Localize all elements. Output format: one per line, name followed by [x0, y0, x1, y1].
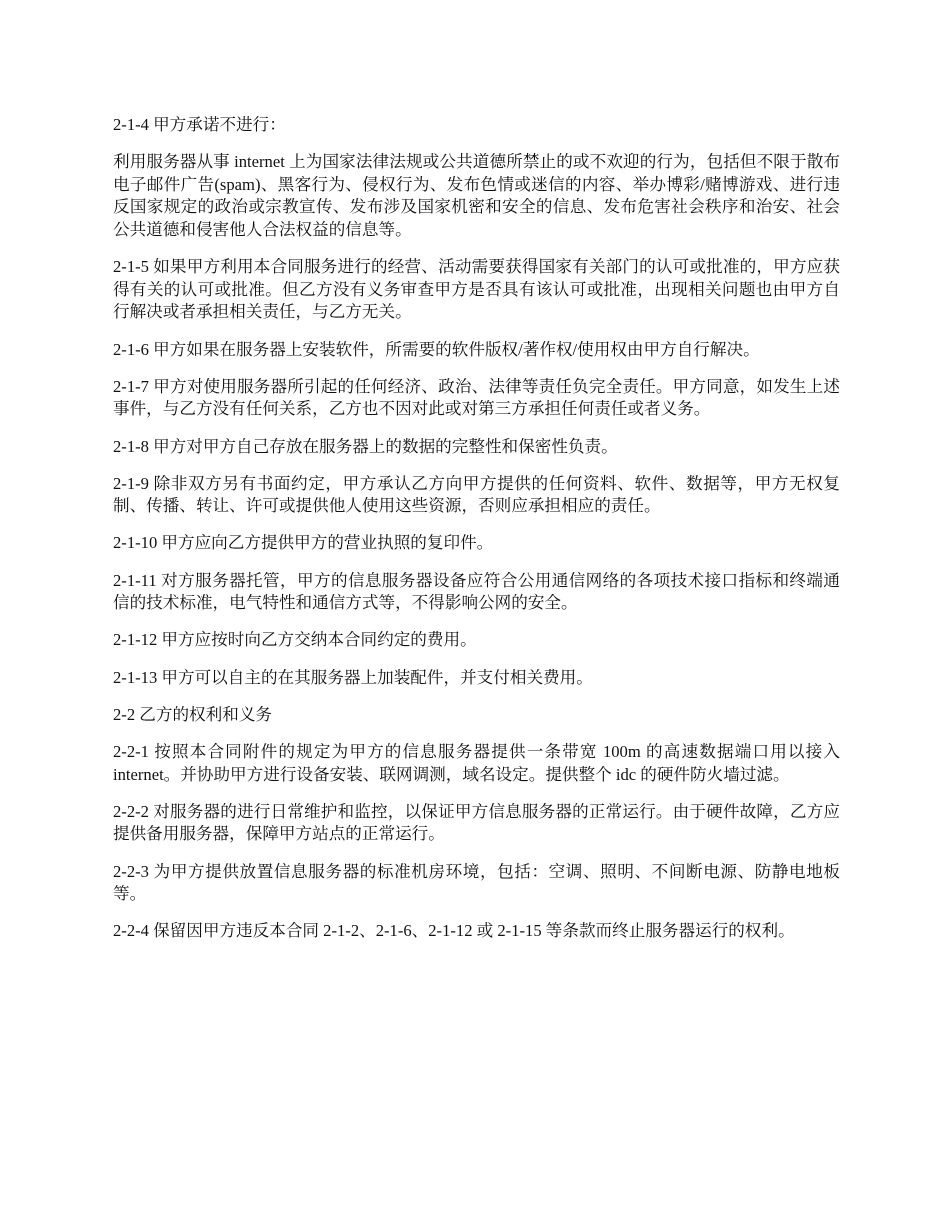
clause-2-1-6: 2-1-6 甲方如果在服务器上安装软件，所需要的软件版权/著作权/使用权由甲方自行解决。 — [113, 339, 760, 359]
clause-2-1-13: 2-1-13 甲方可以自主的在其服务器上加装配件，并支付相关费用。 — [113, 667, 593, 687]
clause-2-2-1: 2-2-1 按照本合同附件的规定为甲方的信息服务器提供一条带宽 100m 的高速数据端口用以接入 internet。并协助甲方进行设备安装、联网调测，域名设定。提供整个 idc 的硬件防火墙过滤。 — [113, 742, 840, 784]
clause-2-1-4-body: 利用服务器从事 internet 上为国家法律法规或公共道德所禁止的或不欢迎的行为，包括但不限于散布电子邮件广告(spam)、黑客行为、侵权行为、发布色情或迷信的内容、举办博彩/赌博游戏、进行违反国家规定的政治或宗教宣传、发布涉及国家机密和安全的信息、发布危害社会秩序和治安、社会公共道德和侵害他人合法权益的信息等。 — [113, 152, 840, 239]
document-body — [113, 114, 840, 958]
clause-2-1-11: 2-1-11 对方服务器托管，甲方的信息服务器设备应符合公用通信网络的各项技术接口指标和终端通信的技术标准，电气特性和通信方式等，不得影响公网的安全。 — [113, 570, 840, 613]
clause-2-1-10: 2-1-10 甲方应向乙方提供甲方的营业执照的复印件。 — [113, 533, 494, 553]
clause-2-1-12: 2-1-12 甲方应按时向乙方交纳本合同约定的费用。 — [113, 630, 477, 650]
clause-2-2-4: 2-2-4 保留因甲方违反本合同 2-1-2、2-1-6、2-1-12 或 2-1-15 等条款而终止服务器运行的权利。 — [113, 921, 795, 941]
clause-2-1-5: 2-1-5 如果甲方利用本合同服务进行的经营、活动需要获得国家有关部门的认可或批准的，甲方应获得有关的认可或批准。但乙方没有义务审查甲方是否具有该认可或批准，出现相关问题也由甲方自行解决或者承担相关责任，与乙方无关。 — [113, 257, 840, 322]
clause-2-1-9: 2-1-9 除非双方另有书面约定，甲方承认乙方向甲方提供的任何资料、软件、数据等，甲方无权复制、传播、转让、许可或提供他人使用这些资源，否则应承担相应的责任。 — [113, 473, 840, 516]
clause-2-2-2: 2-2-2 对服务器的进行日常维护和监控，以保证甲方信息服务器的正常运行。由于硬件故障，乙方应提供备用服务器，保障甲方站点的正常运行。 — [113, 801, 840, 844]
section-2-2-heading: 2-2 乙方的权利和义务 — [113, 704, 273, 724]
clause-2-1-8: 2-1-8 甲方对甲方自己存放在服务器上的数据的完整性和保密性负责。 — [113, 436, 618, 456]
clause-2-1-4-heading: 2-1-4 甲方承诺不进行： — [113, 115, 286, 134]
clause-2-2-3: 2-2-3 为甲方提供放置信息服务器的标准机房环境，包括：空调、照明、不间断电源、防静电地板等。 — [113, 861, 840, 904]
clause-2-1-7: 2-1-7 甲方对使用服务器所引起的任何经济、政治、法律等责任负完全责任。甲方同意，如发生上述事件，与乙方没有任何关系，乙方也不因对此或对第三方承担任何责任或者义务。 — [113, 376, 840, 419]
